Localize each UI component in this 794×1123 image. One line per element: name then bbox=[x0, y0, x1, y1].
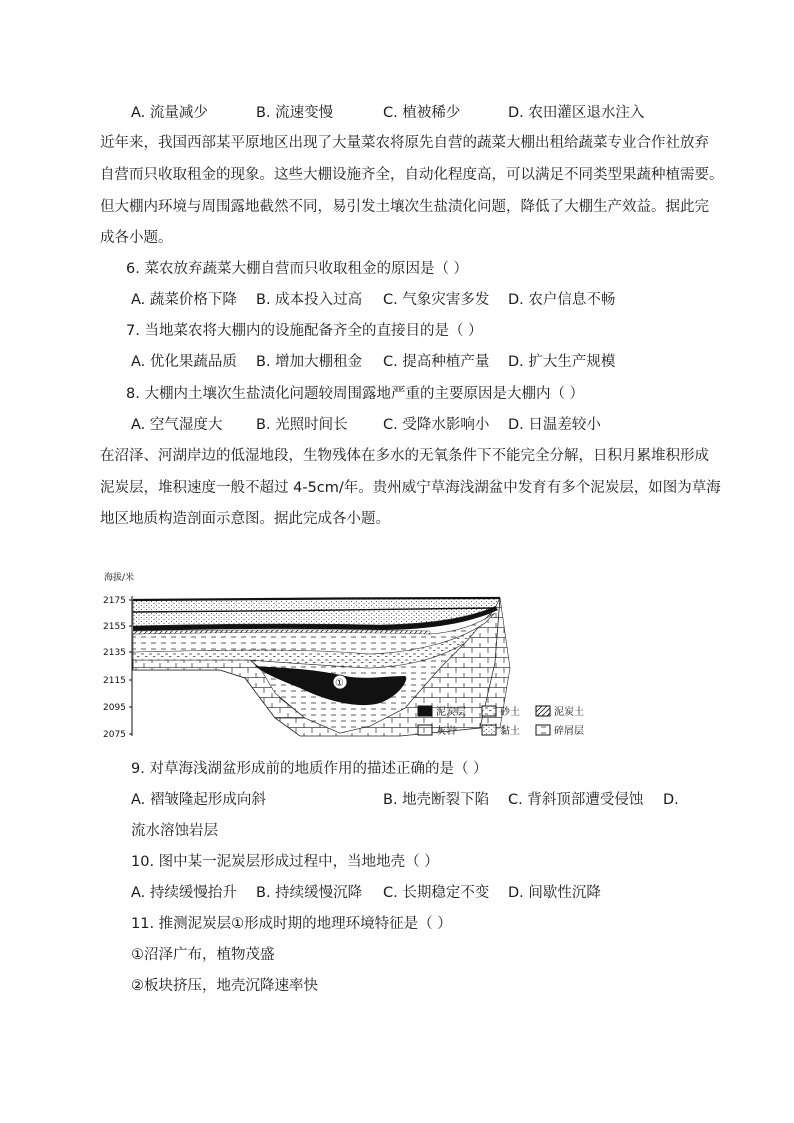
legend-swatch-peat bbox=[418, 706, 432, 716]
q5-option-a: A. 流量减少 bbox=[131, 105, 208, 121]
passage2-line: 泥炭层，堆积速度一般不超过 4-5cm/年。贵州威宁草海浅湖盆中发育有多个泥炭层，如图为草海 bbox=[100, 480, 721, 496]
geologic-cross-section-figure bbox=[100, 568, 620, 748]
tick-label: 2115 bbox=[103, 676, 126, 686]
q5-option-c: C. 植被稀少 bbox=[383, 105, 461, 121]
q7-option-a: A. 优化果蔬品质 bbox=[131, 354, 237, 370]
legend-label-peat-soil: 泥炭土 bbox=[554, 707, 584, 718]
passage2-line: 地区地质构造剖面示意图。据此完成各小题。 bbox=[100, 511, 390, 527]
legend-swatch-clay bbox=[482, 725, 496, 735]
cross-section-svg bbox=[100, 568, 620, 748]
q9-option-d: D. bbox=[663, 792, 679, 808]
y-axis-label: 海拔/米 bbox=[104, 573, 135, 583]
q10-option-c: C. 长期稳定不变 bbox=[383, 885, 490, 901]
peat-marker-label: ① bbox=[335, 678, 344, 689]
legend-swatch-peat-soil bbox=[536, 706, 550, 716]
q9-stem: 9. 对草海浅湖盆形成前的地质作用的描述正确的是（ ） bbox=[131, 761, 488, 777]
q8-option-c: C. 受降水影响小 bbox=[383, 417, 490, 433]
q8-option-a: A. 空气湿度大 bbox=[131, 417, 223, 433]
passage1-line: 自营而只收取租金的现象。这些大棚设施齐全，自动化程度高，可以满足不同类型果蔬种植需要。 bbox=[100, 167, 724, 183]
q7-option-b: B. 增加大棚租金 bbox=[256, 354, 363, 370]
q8-option-d: D. 日温差较小 bbox=[508, 417, 601, 433]
legend-swatch-sand bbox=[482, 706, 496, 716]
q6-option-d: D. 农户信息不畅 bbox=[508, 292, 616, 308]
q10-option-a: A. 持续缓慢抬升 bbox=[131, 885, 237, 901]
legend-label-clay: 黏土 bbox=[500, 726, 520, 737]
q5-option-b: B. 流速变慢 bbox=[256, 105, 334, 121]
q9-option-b: B. 地壳断裂下陷 bbox=[383, 792, 490, 808]
q7-stem: 7. 当地菜农将大棚内的设施配备齐全的直接目的是（ ） bbox=[126, 323, 483, 339]
q8-stem: 8. 大棚内土壤次生盐渍化问题较周围露地严重的主要原因是大棚内（ ） bbox=[126, 386, 585, 402]
legend-label-peat: 泥炭层 bbox=[436, 707, 466, 718]
q11-item: ①沼泽广布，植物茂盛 bbox=[131, 947, 275, 963]
passage1-line: 近年来，我国西部某平原地区出现了大量菜农将原先自营的蔬菜大棚出租给蔬菜专业合作社放弃 bbox=[100, 135, 709, 151]
q8-option-b: B. 光照时间长 bbox=[256, 417, 348, 433]
q10-option-d: D. 间歇性沉降 bbox=[508, 885, 601, 901]
tick-label: 2175 bbox=[103, 596, 126, 606]
q6-option-b: B. 成本投入过高 bbox=[256, 292, 363, 308]
passage2-line: 在沼泽、河湖岸边的低湿地段，生物残体在多水的无氧条件下不能完全分解，日积月累堆积形成 bbox=[100, 448, 709, 464]
tick-label: 2075 bbox=[103, 730, 126, 740]
q9-option-a: A. 褶皱隆起形成向斜 bbox=[131, 792, 266, 808]
q9-option-d-text: 流水溶蚀岩层 bbox=[131, 823, 218, 839]
tick-label: 2135 bbox=[103, 648, 126, 658]
legend-label-sand: 砂土 bbox=[500, 707, 520, 718]
q10-option-b: B. 持续缓慢沉降 bbox=[256, 885, 363, 901]
q11-stem: 11. 推测泥炭层①形成时期的地理环境特征是（ ） bbox=[131, 916, 452, 932]
legend-label-debris: 碎屑层 bbox=[554, 726, 584, 737]
q9-option-c: C. 背斜顶部遭受侵蚀 bbox=[508, 792, 644, 808]
tick-label: 2095 bbox=[103, 703, 126, 713]
legend-label-limestone: 灰岩 bbox=[436, 726, 456, 737]
q7-option-d: D. 扩大生产规模 bbox=[508, 354, 616, 370]
q6-option-a: A. 蔬菜价格下降 bbox=[131, 292, 237, 308]
tick-label: 2155 bbox=[103, 622, 126, 632]
passage1-line: 但大棚内环境与周围露地截然不同，易引发土壤次生盐渍化问题，降低了大棚生产效益。据此完 bbox=[100, 199, 709, 215]
legend-swatch-debris bbox=[536, 725, 550, 735]
legend-swatch-limestone bbox=[418, 725, 432, 735]
q11-item: ②板块挤压，地壳沉降速率快 bbox=[131, 978, 318, 994]
passage1-line: 成各小题。 bbox=[100, 230, 173, 246]
q6-stem: 6. 菜农放弃蔬菜大棚自营而只收取租金的原因是（ ） bbox=[126, 261, 469, 277]
q6-option-c: C. 气象灾害多发 bbox=[383, 292, 490, 308]
q5-option-d: D. 农田灌区退水注入 bbox=[508, 105, 645, 121]
q7-option-c: C. 提高种植产量 bbox=[383, 354, 490, 370]
q10-stem: 10. 图中某一泥炭层形成过程中，当地地壳（ ） bbox=[131, 854, 439, 870]
